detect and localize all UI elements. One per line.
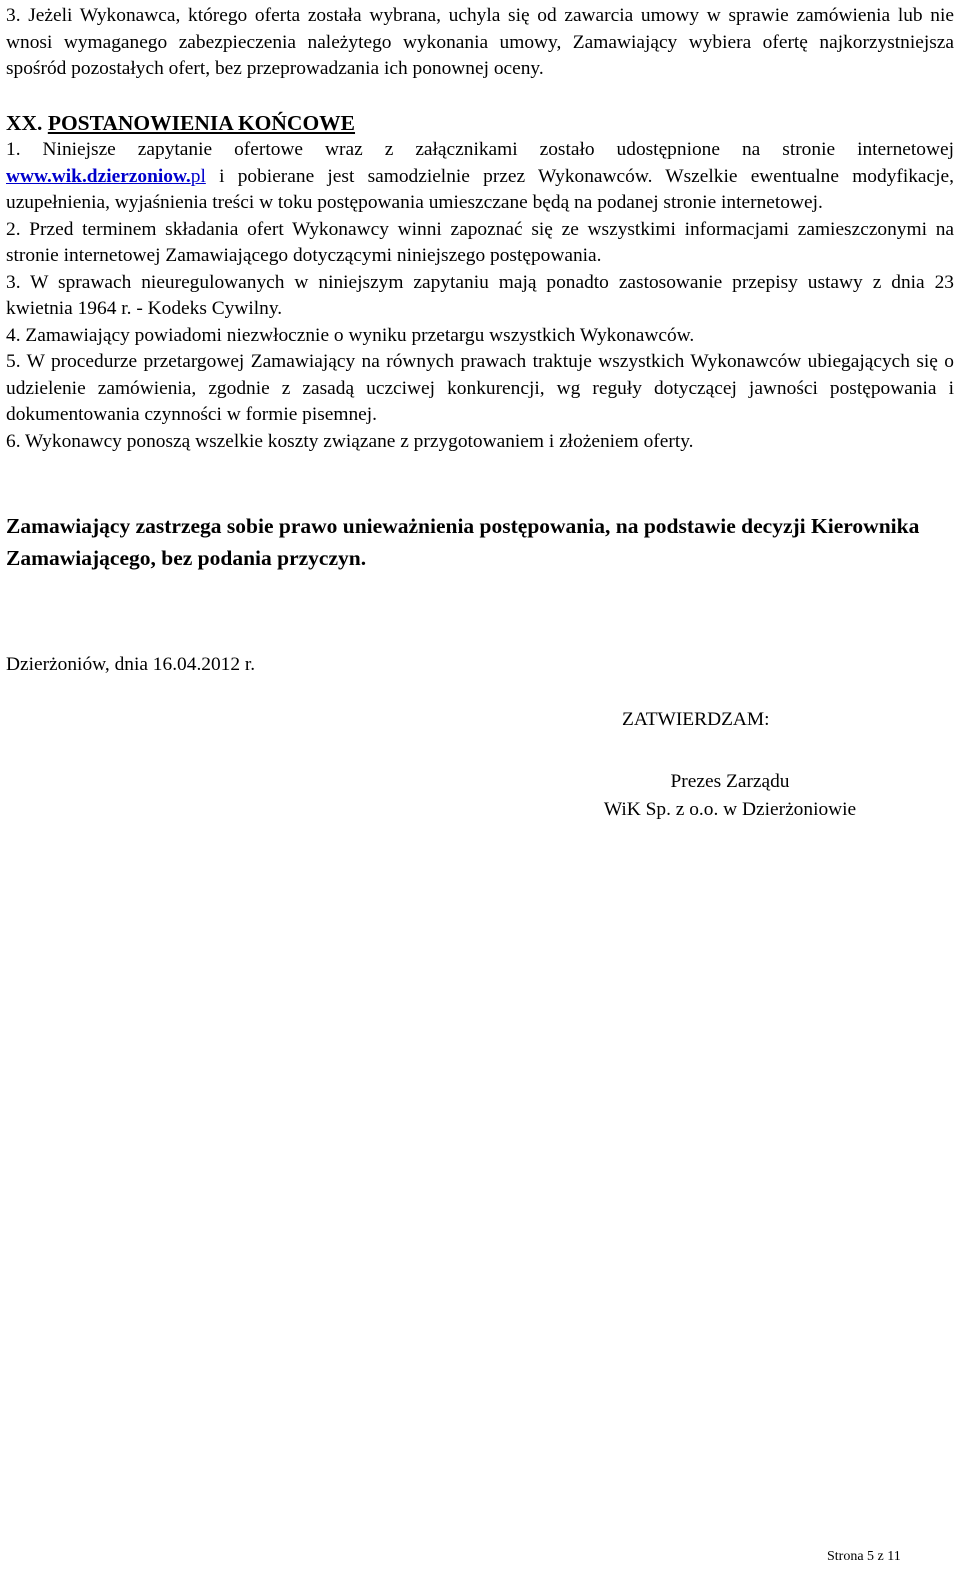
page-number: Strona 5 z 11 bbox=[827, 1549, 901, 1564]
approval-label: ZATWIERDZAM: bbox=[622, 709, 770, 730]
paragraph-item-3-prev: 3. Jeżeli Wykonawca, którego oferta została wybrana, uchyla się od zawarcia umowy w sprawie zamówienia lub nie wnosi wymaganego zabezpieczenia należytego wykonania umowy, Zamawiający wybiera ofertę najkorzystniejsza spośród pozostałych ofert, bez przeprowadzania ich ponownej oceny. bbox=[6, 5, 954, 79]
provision-item-5: 5. W procedurze przetargowej Zamawiający na równych prawach traktuje wszystkich Wykonawców ubiegających się o udzielenie zamówienia, zgodnie z zasadą uczciwej konkurencji, wg reguły dotyczącej jawności postępowania i dokumentowania czynności w formie pisemnej. bbox=[6, 351, 954, 425]
cancellation-notice: Zamawiający zastrzega sobie prawo unieważnienia postępowania, na podstawie decyzji Kierownika Zamawiającego, bez podania przyczyn. bbox=[6, 514, 920, 570]
signature-block bbox=[562, 768, 898, 824]
provision-item-1-suffix: i pobierane jest samodzielnie przez Wykonawców. Wszelkie ewentualne modyfikacje, uzupełnienia, wyjaśnienia treści w toku postępowania umieszczane będą na podanej stronie internetowej. bbox=[6, 165, 954, 213]
website-link[interactable] bbox=[6, 166, 206, 187]
section-heading bbox=[6, 108, 355, 138]
document-page bbox=[6, 0, 954, 1572]
signatory-role: Prezes Zarządu bbox=[670, 771, 790, 792]
website-link-bold-part: www.wik.dzierzoniow. bbox=[6, 165, 191, 187]
provision-item-6: 6. Wykonawcy ponoszą wszelkie koszty związane z przygotowaniem i złożeniem oferty. bbox=[6, 430, 694, 452]
provision-item-1-prefix: 1. Niniejsze zapytanie ofertowe wraz z załącznikami zostało udostępnione na stronie internetowej bbox=[6, 139, 954, 160]
provision-item-2: 2. Przed terminem składania ofert Wykonawcy winni zapoznać się ze wszystkimi informacjami zamieszczonymi na stronie internetowej Zamawiającego dotyczącymi niniejszego postępowania. bbox=[6, 218, 954, 266]
signatory-organization: WiK Sp. z o.o. w Dzierżoniowie bbox=[603, 799, 857, 820]
provision-item-3: 3. W sprawach nieuregulowanych w niniejszym zapytaniu mają ponadto zastosowanie przepisy ustawy z dnia 23 kwietnia 1964 r. - Kodeks Cywilny. bbox=[6, 271, 954, 319]
section-number: XX. bbox=[6, 111, 43, 135]
section-title: POSTANOWIENIA KOŃCOWE bbox=[47, 111, 356, 135]
final-provisions-list bbox=[6, 137, 954, 455]
provision-item-1 bbox=[6, 137, 954, 217]
website-link-rest: pl bbox=[190, 165, 206, 187]
provision-item-4: 4. Zamawiający powiadomi niezwłocznie o wyniku przetargu wszystkich Wykonawców. bbox=[6, 324, 695, 346]
date-line: Dzierżoniów, dnia 16.04.2012 r. bbox=[6, 654, 256, 675]
